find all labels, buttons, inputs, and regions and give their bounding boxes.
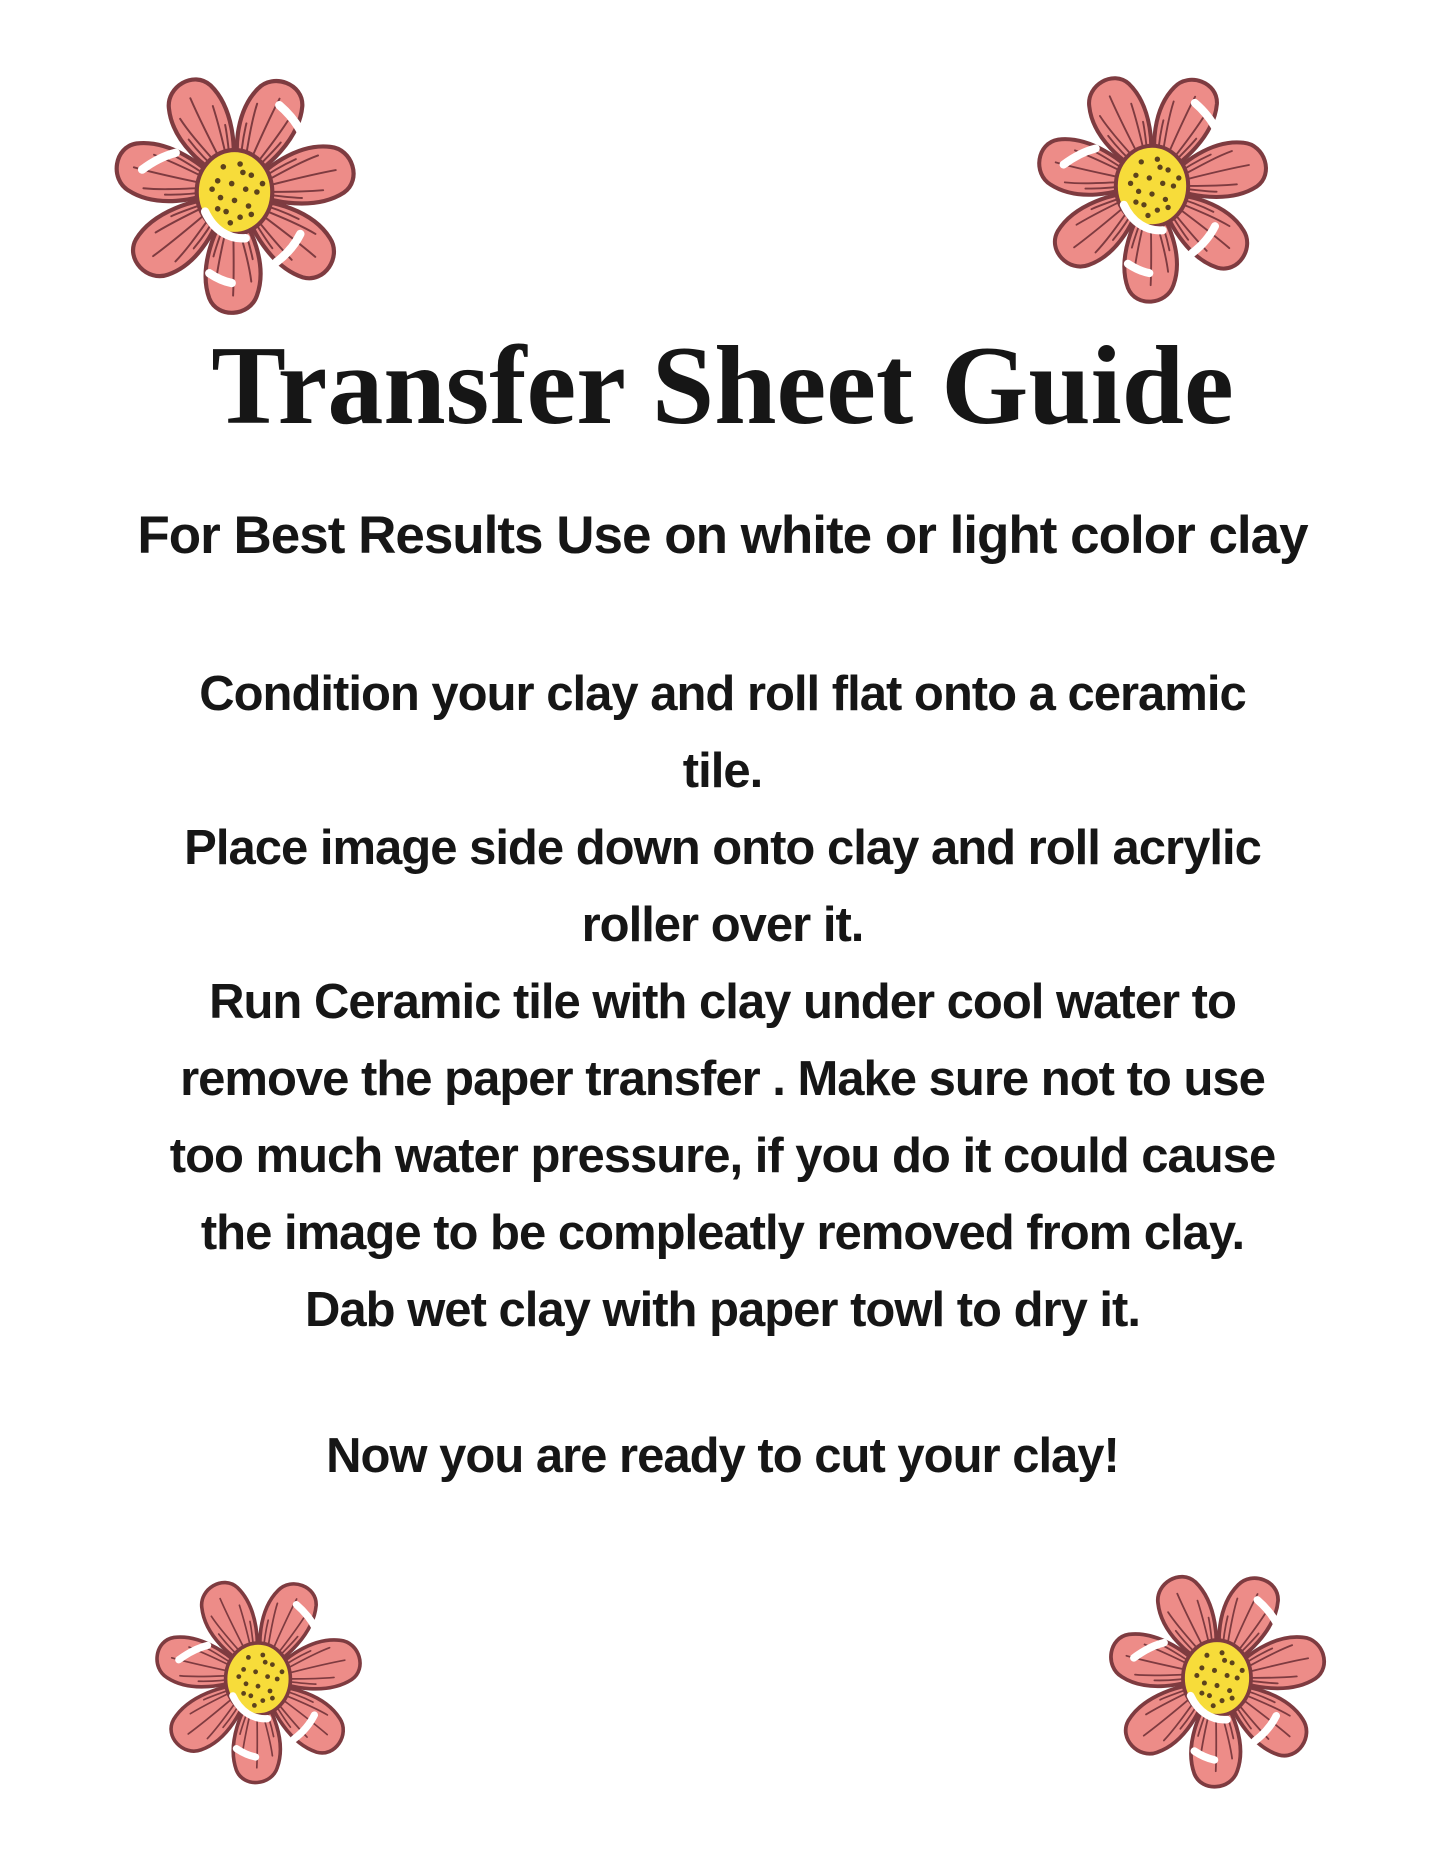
instruction-line: the image to be compleatly removed from clay. [200,1206,1245,1260]
instruction-line: Condition your clay and roll flat onto a ceramic [199,667,1246,721]
instruction-line: Dab wet clay with paper towl to dry it. [305,1283,1140,1337]
flower-icon [1006,52,1298,320]
instruction-line: tile. [682,744,763,798]
flower-icon [138,1558,378,1800]
page-title: Transfer Sheet Guide [211,324,1234,448]
instructions [0,656,1445,1349]
instruction-line: remove the paper transfer . Make sure not to use [180,1052,1265,1106]
instruction-line: too much water pressure, if you do it could cause [169,1129,1276,1183]
instruction-line: Place image side down onto clay and roll acrylic [184,821,1261,875]
instruction-line: roller over it. [581,898,864,952]
closing-line: Now you are ready to cut your clay! [326,1429,1119,1483]
flower-icon [1088,1552,1346,1804]
flower-icon [92,52,377,332]
subtitle: For Best Results Use on white or light color clay [137,506,1308,565]
instruction-line: Run Ceramic tile with clay under cool water to [209,975,1236,1029]
